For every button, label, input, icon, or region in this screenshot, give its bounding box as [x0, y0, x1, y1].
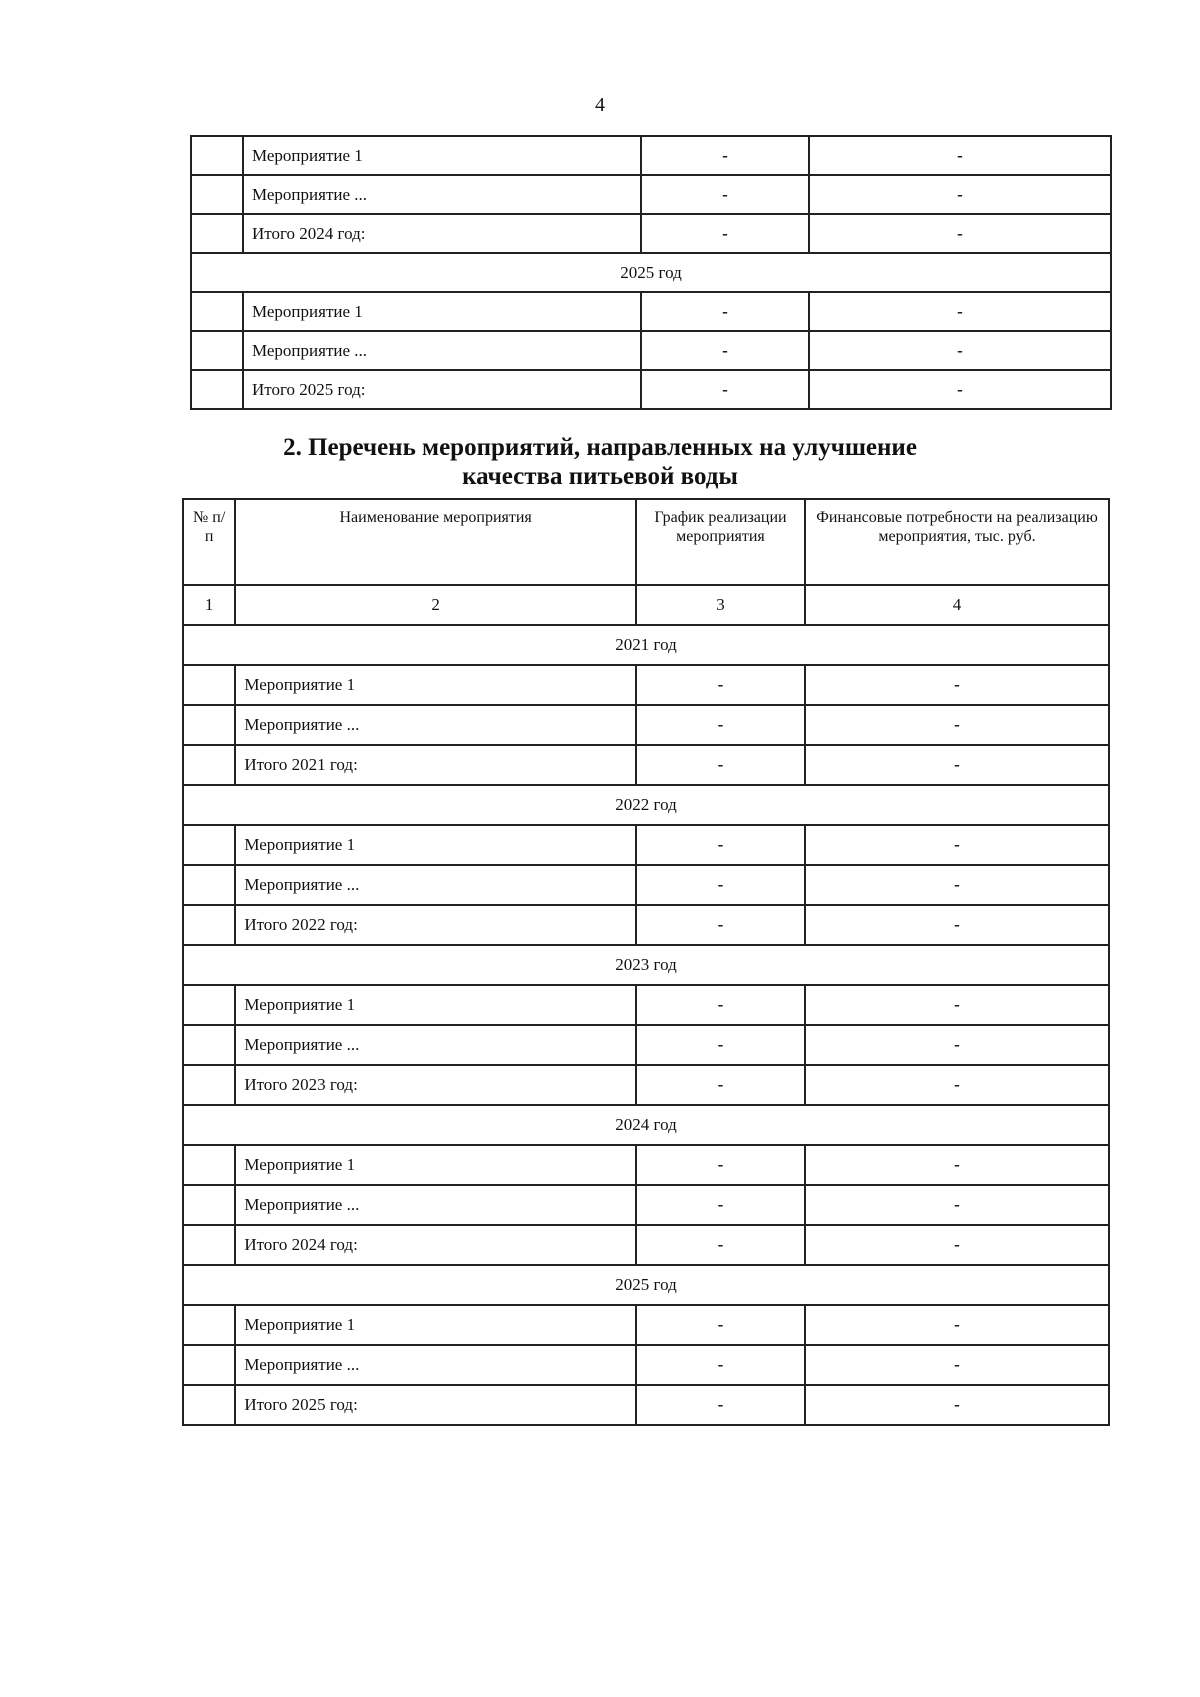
- activity-name: Итого 2023 год:: [235, 1065, 636, 1105]
- row-number: [183, 1345, 235, 1385]
- column-number: 2: [235, 585, 636, 625]
- year-label: 2023 год: [183, 945, 1109, 985]
- activity-row: [191, 331, 1111, 370]
- row-number: [183, 1305, 235, 1345]
- year-row: [183, 1265, 1109, 1305]
- activity-row: [191, 292, 1111, 331]
- activity-name: Мероприятие ...: [235, 1185, 636, 1225]
- activity-name: Итого 2024 год:: [235, 1225, 636, 1265]
- activity-row: [183, 1065, 1109, 1105]
- year-label: 2025 год: [191, 253, 1111, 292]
- activity-finance: -: [805, 865, 1109, 905]
- row-number: [183, 985, 235, 1025]
- activity-row: [183, 705, 1109, 745]
- activity-name: Итого 2024 год:: [243, 214, 641, 253]
- activity-finance: -: [809, 292, 1111, 331]
- year-label: 2025 год: [183, 1265, 1109, 1305]
- section-title-line-1: 2. Перечень мероприятий, направленных на улучшение: [283, 434, 917, 461]
- activity-name: Мероприятие 1: [235, 1305, 636, 1345]
- activity-schedule: -: [636, 745, 805, 785]
- activity-row: [191, 370, 1111, 409]
- activity-finance: -: [805, 1345, 1109, 1385]
- header-num: № п/п: [183, 499, 235, 585]
- row-number: [183, 825, 235, 865]
- row-number: [183, 1385, 235, 1425]
- row-number: [183, 745, 235, 785]
- activity-finance: -: [805, 985, 1109, 1025]
- activity-finance: -: [805, 745, 1109, 785]
- activity-name: Итого 2022 год:: [235, 905, 636, 945]
- activity-finance: -: [809, 214, 1111, 253]
- activity-row: [183, 1225, 1109, 1265]
- activity-schedule: -: [636, 985, 805, 1025]
- row-number: [191, 175, 243, 214]
- activity-row: [183, 1025, 1109, 1065]
- activity-name: Итого 2021 год:: [235, 745, 636, 785]
- header-row: [183, 499, 1109, 585]
- year-row: [191, 253, 1111, 292]
- activity-name: Итого 2025 год:: [243, 370, 641, 409]
- activity-name: Мероприятие ...: [235, 865, 636, 905]
- row-number: [191, 370, 243, 409]
- activity-schedule: -: [636, 1345, 805, 1385]
- activity-name: Мероприятие 1: [235, 665, 636, 705]
- activity-name: Мероприятие 1: [235, 1145, 636, 1185]
- row-number: [183, 705, 235, 745]
- activity-finance: -: [805, 665, 1109, 705]
- top-table-body: [191, 136, 1111, 409]
- row-number: [183, 905, 235, 945]
- activity-schedule: -: [636, 1025, 805, 1065]
- section-title-line-2: качества питьевой воды: [462, 463, 738, 490]
- activity-row: [183, 905, 1109, 945]
- activity-schedule: -: [636, 1305, 805, 1345]
- activity-row: [191, 175, 1111, 214]
- activity-schedule: -: [636, 1385, 805, 1425]
- row-number: [191, 214, 243, 253]
- activity-row: [183, 825, 1109, 865]
- year-row: [183, 1105, 1109, 1145]
- top-activities-table: [190, 135, 1112, 410]
- activity-row: [183, 1385, 1109, 1425]
- row-number: [183, 865, 235, 905]
- activity-name: Мероприятие ...: [235, 705, 636, 745]
- year-row: [183, 625, 1109, 665]
- row-number: [183, 665, 235, 705]
- activity-name: Итого 2025 год:: [235, 1385, 636, 1425]
- row-number: [191, 136, 243, 175]
- activity-row: [191, 214, 1111, 253]
- year-row: [183, 945, 1109, 985]
- main-table-body: [183, 499, 1109, 1425]
- activity-schedule: -: [641, 331, 809, 370]
- activity-finance: -: [805, 1305, 1109, 1345]
- year-label: 2022 год: [183, 785, 1109, 825]
- activity-schedule: -: [636, 1185, 805, 1225]
- activity-finance: -: [809, 331, 1111, 370]
- row-number: [183, 1025, 235, 1065]
- activity-row: [183, 665, 1109, 705]
- activity-row: [183, 865, 1109, 905]
- activity-row: [183, 1305, 1109, 1345]
- row-number: [191, 331, 243, 370]
- activity-name: Мероприятие 1: [243, 136, 641, 175]
- column-number: 3: [636, 585, 805, 625]
- section-title: [0, 433, 1200, 491]
- activity-schedule: -: [636, 865, 805, 905]
- row-number: [191, 292, 243, 331]
- activity-finance: -: [809, 370, 1111, 409]
- activity-schedule: -: [636, 705, 805, 745]
- activity-row: [183, 1345, 1109, 1385]
- activity-schedule: -: [636, 1225, 805, 1265]
- activity-row: [183, 1185, 1109, 1225]
- header-finance: Финансовые потребности на реализацию мероприятия, тыс. руб.: [805, 499, 1109, 585]
- row-number: [183, 1225, 235, 1265]
- activity-finance: -: [805, 1065, 1109, 1105]
- activity-finance: -: [805, 705, 1109, 745]
- activity-schedule: -: [636, 665, 805, 705]
- activity-row: [183, 745, 1109, 785]
- activity-name: Мероприятие ...: [235, 1345, 636, 1385]
- activity-schedule: -: [641, 292, 809, 331]
- activity-finance: -: [805, 1225, 1109, 1265]
- row-number: [183, 1145, 235, 1185]
- activity-schedule: -: [641, 214, 809, 253]
- activity-finance: -: [805, 825, 1109, 865]
- year-label: 2021 год: [183, 625, 1109, 665]
- activity-finance: -: [809, 175, 1111, 214]
- row-number: [183, 1065, 235, 1105]
- activity-name: Мероприятие 1: [235, 825, 636, 865]
- activity-finance: -: [805, 1385, 1109, 1425]
- header-schedule: График реализации мероприятия: [636, 499, 805, 585]
- column-number: 1: [183, 585, 235, 625]
- activity-finance: -: [805, 1185, 1109, 1225]
- activity-schedule: -: [636, 1065, 805, 1105]
- activity-row: [183, 1145, 1109, 1185]
- activity-name: Мероприятие 1: [243, 292, 641, 331]
- activity-finance: -: [805, 1145, 1109, 1185]
- column-number: 4: [805, 585, 1109, 625]
- activity-name: Мероприятие ...: [235, 1025, 636, 1065]
- activity-finance: -: [805, 1025, 1109, 1065]
- activity-name: Мероприятие ...: [243, 175, 641, 214]
- year-label: 2024 год: [183, 1105, 1109, 1145]
- activity-schedule: -: [641, 175, 809, 214]
- activity-finance: -: [805, 905, 1109, 945]
- activity-schedule: -: [641, 136, 809, 175]
- page-number: 4: [595, 94, 605, 116]
- activity-schedule: -: [641, 370, 809, 409]
- activity-row: [191, 136, 1111, 175]
- water-quality-activities-table: [182, 498, 1110, 1426]
- column-numbers-row: [183, 585, 1109, 625]
- year-row: [183, 785, 1109, 825]
- activity-name: Мероприятие 1: [235, 985, 636, 1025]
- activity-name: Мероприятие ...: [243, 331, 641, 370]
- activity-schedule: -: [636, 825, 805, 865]
- header-name: Наименование мероприятия: [235, 499, 636, 585]
- row-number: [183, 1185, 235, 1225]
- activity-schedule: -: [636, 1145, 805, 1185]
- activity-schedule: -: [636, 905, 805, 945]
- activity-row: [183, 985, 1109, 1025]
- activity-finance: -: [809, 136, 1111, 175]
